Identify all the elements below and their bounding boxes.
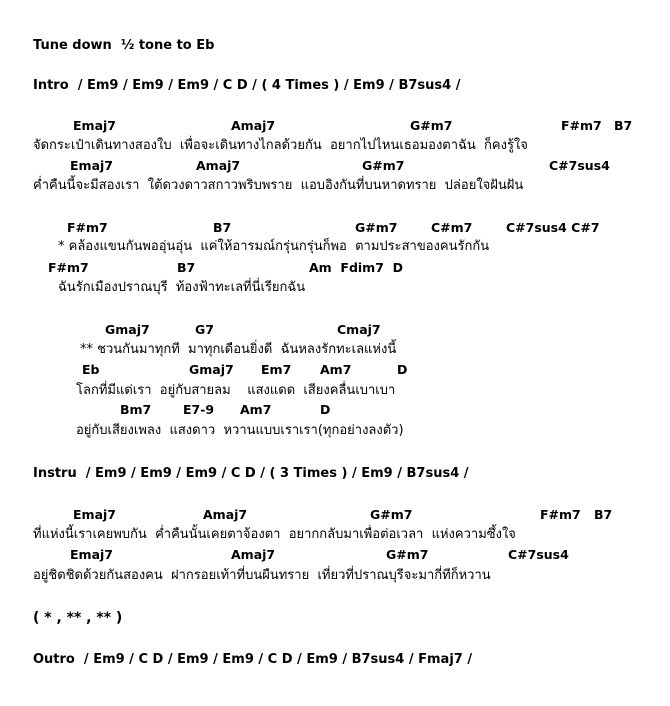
lyric-line: โลกที่มีแด่เรา อยู่กับสายลม แสงแดด เสียงคลื่นเบาเบา <box>76 383 396 398</box>
chord: B7 <box>594 507 613 522</box>
outro-line: Outro / Em9 / C D / Em9 / Em9 / C D / Em9 / B7sus4 / Fmaj7 / <box>33 652 473 667</box>
chord: C#7sus4 C#7 <box>506 220 600 235</box>
chord: Am7 <box>320 362 352 377</box>
chord: Emaj7 <box>73 507 116 522</box>
chord: Emaj7 <box>70 547 113 562</box>
chord: Amaj7 <box>231 118 276 133</box>
chord: Amaj7 <box>196 158 241 173</box>
chord: F#m7 <box>67 220 108 235</box>
chord: Am7 <box>240 402 272 417</box>
chord: Gmaj7 <box>189 362 234 377</box>
chord: C#7sus4 <box>508 547 569 562</box>
chord: F#m7 <box>48 260 89 275</box>
lyric-line: ค่ำคืนนี้จะมีสองเรา ใต้ดวงดาวสกาวพริบพราย แอบอิงกันที่บนหาดทราย ปล่อยใจฝันฝัน <box>33 178 524 193</box>
chord: G#m7 <box>362 158 405 173</box>
lyric-line: * คล้องแขนกันพออุ่นอุ่น แค่ให้อารมณ์กรุ่นกรุ่นก็พอ ตามประสาของคนรักกัน <box>58 239 490 254</box>
lyric-line: จัดกระเป๋าเดินทางสองใบ เพื่อจะเดินทางไกลด้วยกัน อยากไปไหนเธอมองตาฉัน ก็คงรู้ใจ <box>33 138 528 153</box>
repeat-marker: ( * , ** , ** ) <box>33 610 123 626</box>
lyric-line: ** ชวนกันมาทุกที มาทุกเดือนยิ่งดี ฉันหลงรักทะเลแห่งนี้ <box>80 342 397 357</box>
chord: Bm7 <box>120 402 152 417</box>
chord: Emaj7 <box>70 158 113 173</box>
chord: C#m7 <box>431 220 473 235</box>
chord: F#m7 <box>561 118 602 133</box>
chord: C#7sus4 <box>549 158 610 173</box>
chord: F#m7 <box>540 507 581 522</box>
chord: G7 <box>195 322 214 337</box>
chord: Em7 <box>261 362 292 377</box>
chord: Am Fdim7 D <box>309 260 403 275</box>
chord: B7 <box>177 260 196 275</box>
instru-line: Instru / Em9 / Em9 / Em9 / C D / ( 3 Times ) / Em9 / B7sus4 / <box>33 466 469 481</box>
chord: G#m7 <box>370 507 413 522</box>
chord: D <box>397 362 408 377</box>
chord: Gmaj7 <box>105 322 150 337</box>
chord: Eb <box>82 362 100 377</box>
chord: D <box>320 402 331 417</box>
chord: Amaj7 <box>231 547 276 562</box>
chord: Amaj7 <box>203 507 248 522</box>
chord: G#m7 <box>386 547 429 562</box>
chord: E7-9 <box>183 402 215 417</box>
intro-line: Intro / Em9 / Em9 / Em9 / C D / ( 4 Times ) / Em9 / B7sus4 / <box>33 78 461 93</box>
chord: G#m7 <box>410 118 453 133</box>
chord: B7 <box>614 118 633 133</box>
chord: G#m7 <box>355 220 398 235</box>
lyric-line: อยู่ชิดชิดด้วยกันสองคน ฝากรอยเท้าที่บนผืนทราย เที่ยวที่ปราณบุรีจะมากี่ทีก็หวาน <box>33 568 491 583</box>
lyric-line: ที่แห่งนี้เราเคยพบกัน ค่ำคืนนั้นเคยตาจ้องตา อยากกลับมาเพื่อต่อเวลา แห่งความซึ้งใจ <box>33 527 516 542</box>
lyric-line: อยู่กับเสียงเพลง แสงดาว หวานแบบเราเรา(ทุกอย่างลงตัว) <box>76 423 404 438</box>
chord: Emaj7 <box>73 118 116 133</box>
tuning-line: Tune down ½ tone to Eb <box>33 38 215 53</box>
chord: B7 <box>213 220 232 235</box>
chord: Cmaj7 <box>337 322 381 337</box>
lyric-line: ฉันรักเมืองปราณบุรี ท้องฟ้าทะเลที่นี่เรียกฉัน <box>58 280 306 295</box>
